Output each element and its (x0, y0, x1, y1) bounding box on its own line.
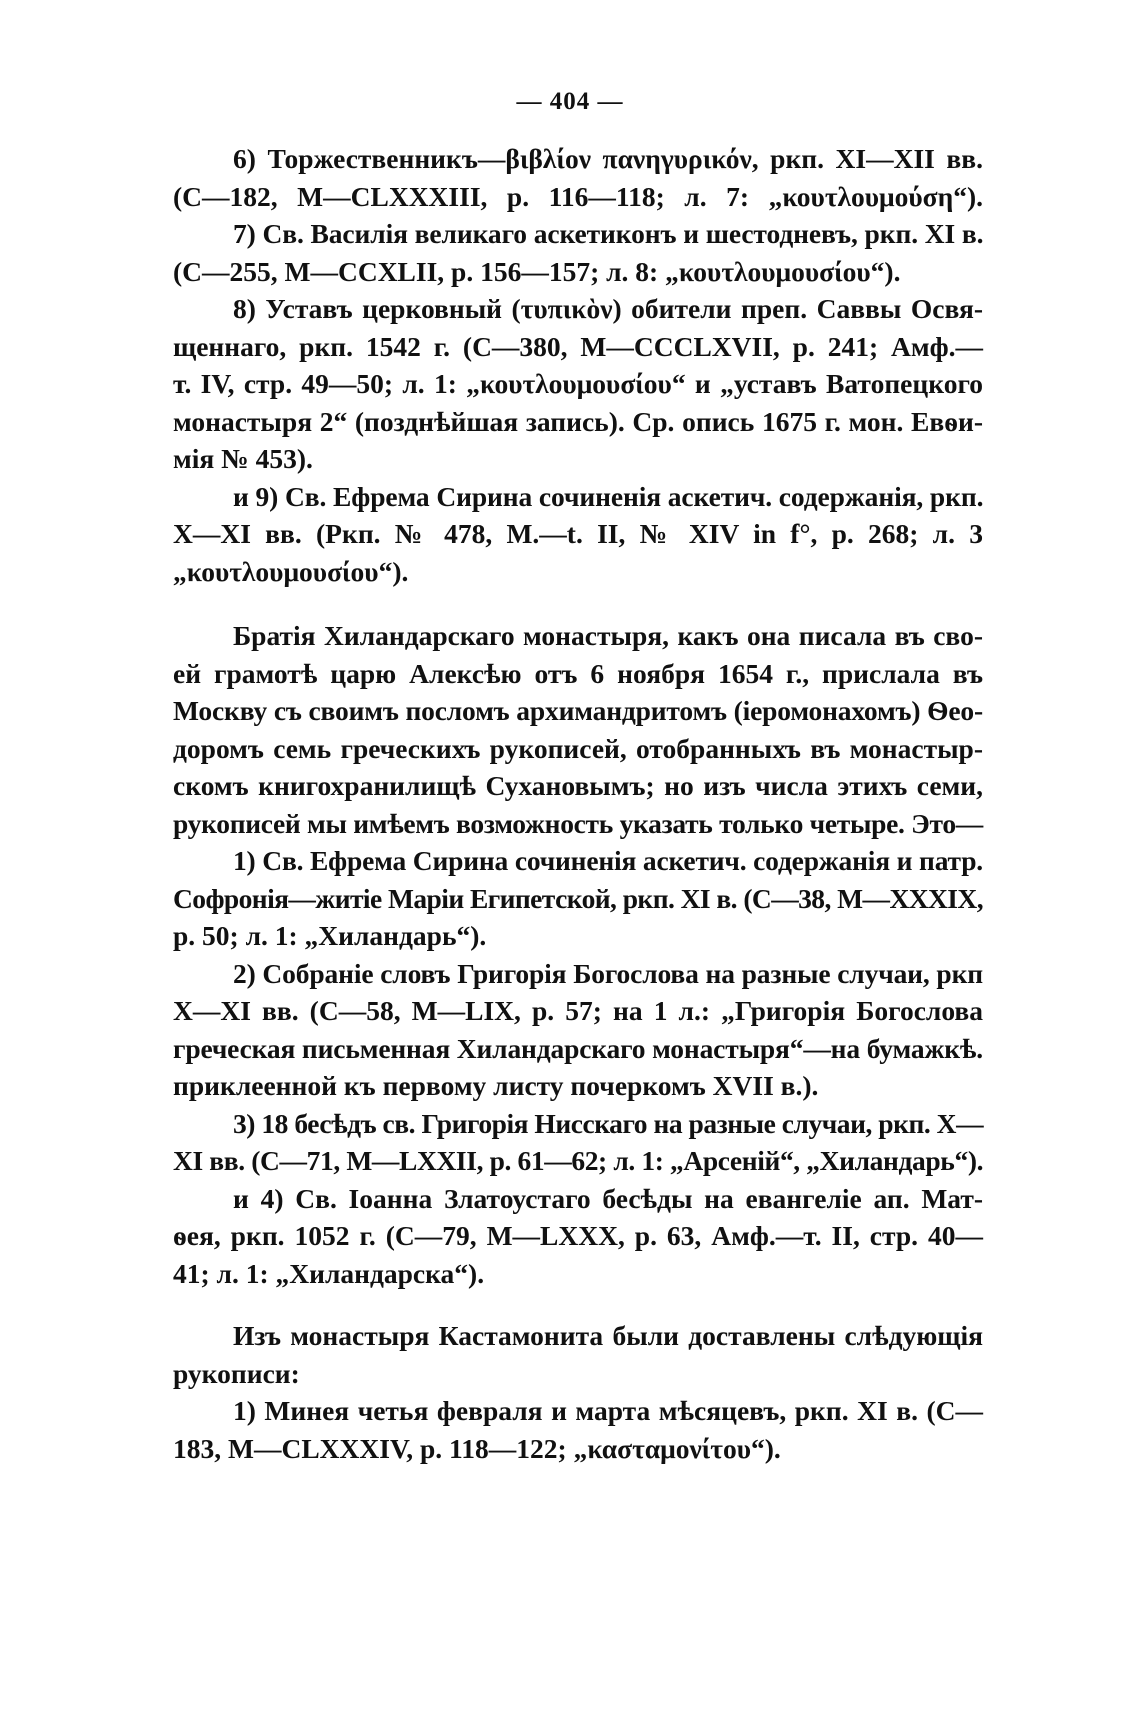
manuscript-entry-8-line-4: монастыря 2“ (позднѣйшая запись). Ср. опись 1675 г. мон. Евѳи- (173, 405, 983, 437)
hilandar-entry-1-line-1: 1) Св. Ефрема Сирина сочиненія аскетич. содержанія и патр. (233, 845, 983, 876)
manuscript-entry-8-line-5: мія № 453). (173, 443, 313, 474)
manuscript-entry-6-line-2: (С—182, М—CLXXXIII, р. 116—118; л. 7: „κουτλουμούση“). (173, 180, 983, 212)
hilandar-entry-4-line-3: 41; л. 1: „Хиландарска“). (173, 1257, 485, 1289)
section-kutlumush-manuscripts (173, 140, 983, 590)
kastamonitou-entry-1-line-2: 183, М—CLXXXIV, р. 118—122; „κασταμονίτου“). (173, 1432, 781, 1464)
section-hilandar-manuscripts (173, 617, 983, 1292)
manuscript-entry-9-line-3: „κουτλουμουσίου“). (173, 555, 409, 587)
kastamonitou-intro-line-2: рукописи: (173, 1357, 300, 1389)
hilandar-entry-2-line-4: приклеенной къ первому листу почеркомъ XVII в.). (173, 1070, 819, 1101)
section-kastamonitou-manuscripts (173, 1317, 983, 1467)
hilandar-entry-1-line-2: Софронія—житіе Маріи Египетской, ркп. XI в. (С—38, М—XXXIX, (173, 882, 983, 914)
hilandar-entry-2-line-1: 2) Собраніе словъ Григорія Богослова на разные случаи, ркп (233, 957, 983, 989)
manuscript-entry-7-line-1: 7) Св. Василія великаго аскетиконъ и шестодневъ, ркп. XI в. (233, 218, 984, 249)
manuscript-entry-8-line-2: щеннаго, ркп. 1542 г. (С—380, М—CCCLXVII, р. 241; Амф.— (173, 330, 983, 362)
kastamonitou-intro-line-1: Изъ монастыря Кастамонита были доставлены слѣдующія (233, 1320, 983, 1351)
hilandar-entry-3-line-1: 3) 18 бесѣдъ св. Григорія Нисскаго на разные случаи, ркп. X— (233, 1107, 984, 1139)
manuscript-entry-7-line-2: (С—255, М—CCXLII, р. 156—157; л. 8: „κουτλουμουσίου“). (173, 255, 901, 287)
hilandar-entry-2-line-3: греческая письменная Хиландарскаго монастыря“—на бумажкѣ. (173, 1032, 983, 1064)
hilandar-entry-2-line-2: X—XI вв. (С—58, М—LIX, р. 57; на 1 л.: „Григорія Богослова (173, 995, 983, 1026)
manuscript-entry-9-line-2: X—XI вв. (Ркп. № 478, М.—t. II, № XIV in f°, р. 268; л. 3 (173, 518, 983, 549)
manuscript-entry-8-line-3: т. IV, стр. 49—50; л. 1: „κουτλουμουσίου“ и „уставъ Ватопецкого (173, 368, 983, 399)
kastamonitou-entry-1-line-1: 1) Минея четья февраля и марта мѣсяцевъ, ркп. XI в. (С— (233, 1395, 983, 1426)
hilandar-intro-line-2: ей грамотѣ царю Алексѣю отъ 6 ноября 1654 г., прислала въ (173, 657, 983, 689)
hilandar-entry-4-line-1: и 4) Св. Іоанна Златоустаго бесѣды на евангеліе ап. Мат- (233, 1182, 983, 1214)
hilandar-intro-line-5: скомъ книгохранилищѣ Сухановымъ; но изъ числа этихъ семи, (173, 770, 983, 801)
hilandar-intro-line-3: Москву съ своимъ посломъ архимандритомъ (іеромонахомъ) Ѳео- (173, 695, 983, 726)
manuscript-entry-9-line-1: и 9) Св. Ефрема Сирина сочиненія аскетич. содержанія, ркп. (233, 480, 984, 512)
hilandar-intro-line-1: Братія Хиландарскаго монастыря, какъ она писала въ сво- (233, 620, 983, 651)
hilandar-intro-line-6: рукописей мы имѣемъ возможность указать только четыре. Это— (173, 807, 983, 839)
hilandar-entry-3-line-2: XI вв. (С—71, М—LXXII, р. 61—62; л. 1: „Арсеній“, „Хиландарь“). (173, 1145, 984, 1176)
page-number: — 404 — (516, 88, 624, 115)
hilandar-entry-4-line-2: ѳея, ркп. 1052 г. (С—79, М—LXXX, р. 63, Амф.—т. II, стр. 40— (173, 1220, 983, 1251)
hilandar-entry-1-line-3: р. 50; л. 1: „Хиландарь“). (173, 920, 487, 951)
manuscript-entry-8-line-1: 8) Уставъ церковный (τυπικὸν) обители преп. Саввы Освя- (233, 293, 983, 324)
hilandar-intro-line-4: доромъ семь греческихъ рукописей, отобранныхъ въ монастыр- (173, 732, 983, 764)
manuscript-entry-6-line-1: 6) Торжественникъ—βιβλίον πανηγυρικόν, ркп. XI—XII вв. (233, 143, 983, 174)
